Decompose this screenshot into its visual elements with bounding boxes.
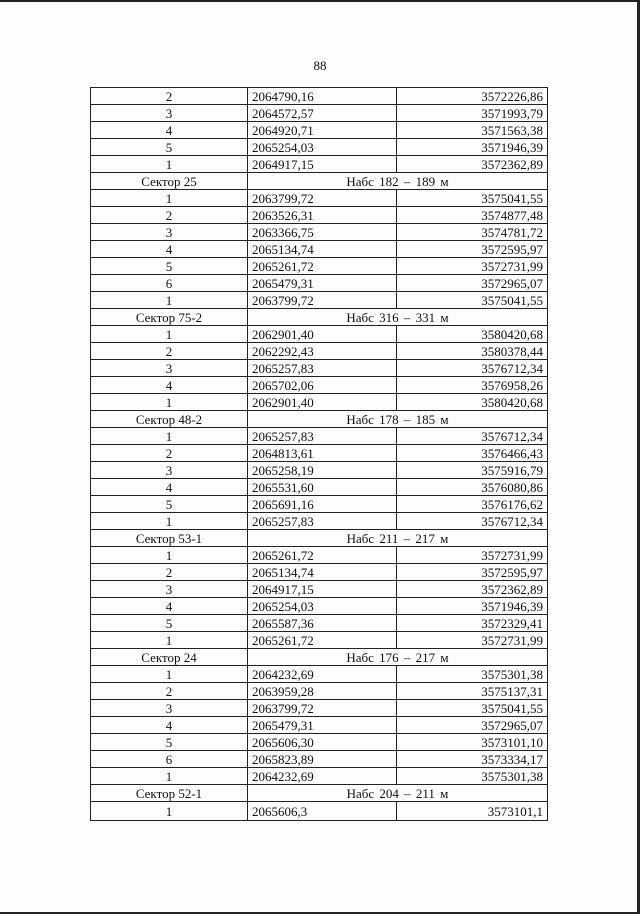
x-coordinate: 2062901,40 [248,394,397,411]
point-number: 4 [91,241,248,258]
x-coordinate: 2064790,16 [248,88,397,105]
x-coordinate: 2064917,15 [248,156,397,173]
y-coordinate: 3572595,97 [397,564,548,581]
y-coordinate: 3572731,99 [397,258,548,275]
sector-header-row [91,785,548,802]
table-row [91,564,548,581]
table-row [91,241,548,258]
point-number: 5 [91,139,248,156]
table-row [91,581,548,598]
sector-name: Сектор 24 [91,649,248,666]
table-row [91,122,548,139]
y-coordinate: 3576712,34 [397,513,548,530]
coordinates-table-body [91,88,548,821]
y-coordinate: 3576712,34 [397,428,548,445]
y-coordinate: 3574781,72 [397,224,548,241]
point-number: 4 [91,717,248,734]
table-row [91,734,548,751]
table-row [91,156,548,173]
sector-header-row [91,411,548,428]
point-number: 1 [91,513,248,530]
y-coordinate: 3571946,39 [397,139,548,156]
table-row [91,190,548,207]
x-coordinate: 2063366,75 [248,224,397,241]
table-row [91,292,548,309]
table-row [91,802,548,821]
y-coordinate: 3573101,1 [397,802,548,821]
sector-height-range: Набс 204 – 211 м [248,785,548,802]
table-row [91,751,548,768]
sector-name: Сектор 48-2 [91,411,248,428]
y-coordinate: 3575041,55 [397,190,548,207]
x-coordinate: 2064572,57 [248,105,397,122]
y-coordinate: 3576176,62 [397,496,548,513]
y-coordinate: 3572226,86 [397,88,548,105]
table-row [91,275,548,292]
y-coordinate: 3576958,26 [397,377,548,394]
y-coordinate: 3571946,39 [397,598,548,615]
point-number: 2 [91,683,248,700]
y-coordinate: 3572965,07 [397,717,548,734]
sector-header-row [91,173,548,190]
x-coordinate: 2065254,03 [248,598,397,615]
x-coordinate: 2065479,31 [248,717,397,734]
point-number: 1 [91,666,248,683]
y-coordinate: 3572731,99 [397,547,548,564]
x-coordinate: 2065702,06 [248,377,397,394]
x-coordinate: 2065587,36 [248,615,397,632]
table-row [91,700,548,717]
y-coordinate: 3575137,31 [397,683,548,700]
point-number: 2 [91,445,248,462]
x-coordinate: 2065134,74 [248,564,397,581]
x-coordinate: 2065606,30 [248,734,397,751]
point-number: 5 [91,496,248,513]
y-coordinate: 3574877,48 [397,207,548,224]
sector-height-range: Набс 178 – 185 м [248,411,548,428]
table-row [91,258,548,275]
table-row [91,360,548,377]
page-number: 88 [313,58,327,73]
x-coordinate: 2065261,72 [248,258,397,275]
table-row [91,547,548,564]
point-number: 4 [91,122,248,139]
sector-height-range: Набс 182 – 189 м [248,173,548,190]
x-coordinate: 2064920,71 [248,122,397,139]
point-number: 6 [91,751,248,768]
table-row [91,88,548,105]
point-number: 2 [91,343,248,360]
x-coordinate: 2063959,28 [248,683,397,700]
x-coordinate: 2064232,69 [248,666,397,683]
y-coordinate: 3572595,97 [397,241,548,258]
x-coordinate: 2063526,31 [248,207,397,224]
table-row [91,105,548,122]
point-number: 1 [91,292,248,309]
table-row [91,598,548,615]
point-number: 3 [91,360,248,377]
point-number: 6 [91,275,248,292]
x-coordinate: 2065531,60 [248,479,397,496]
point-number: 4 [91,377,248,394]
x-coordinate: 2065257,83 [248,428,397,445]
x-coordinate: 2062901,40 [248,326,397,343]
y-coordinate: 3575041,55 [397,292,548,309]
table-row [91,666,548,683]
y-coordinate: 3572362,89 [397,581,548,598]
table-row [91,343,548,360]
sector-height-range: Набс 316 – 331 м [248,309,548,326]
table-row [91,513,548,530]
table-row [91,479,548,496]
table-row [91,632,548,649]
y-coordinate: 3575301,38 [397,768,548,785]
y-coordinate: 3575916,79 [397,462,548,479]
x-coordinate: 2063799,72 [248,700,397,717]
point-number: 3 [91,581,248,598]
table-row [91,717,548,734]
point-number: 3 [91,462,248,479]
y-coordinate: 3572965,07 [397,275,548,292]
x-coordinate: 2065823,89 [248,751,397,768]
x-coordinate: 2063799,72 [248,292,397,309]
point-number: 4 [91,479,248,496]
x-coordinate: 2064232,69 [248,768,397,785]
table-row [91,615,548,632]
y-coordinate: 3580378,44 [397,343,548,360]
y-coordinate: 3576080,86 [397,479,548,496]
sector-name: Сектор 75-2 [91,309,248,326]
x-coordinate: 2065257,83 [248,360,397,377]
y-coordinate: 3575301,38 [397,666,548,683]
point-number: 1 [91,547,248,564]
y-coordinate: 3572362,89 [397,156,548,173]
table-row [91,445,548,462]
x-coordinate: 2064813,61 [248,445,397,462]
x-coordinate: 2065258,19 [248,462,397,479]
point-number: 1 [91,394,248,411]
y-coordinate: 3580420,68 [397,394,548,411]
x-coordinate: 2065261,72 [248,632,397,649]
table-row [91,683,548,700]
y-coordinate: 3571993,79 [397,105,548,122]
x-coordinate: 2065257,83 [248,513,397,530]
y-coordinate: 3576712,34 [397,360,548,377]
scan-border-top [0,0,640,2]
x-coordinate: 2065606,3 [248,802,397,821]
table-row [91,326,548,343]
point-number: 1 [91,156,248,173]
y-coordinate: 3580420,68 [397,326,548,343]
y-coordinate: 3572329,41 [397,615,548,632]
point-number: 4 [91,598,248,615]
x-coordinate: 2062292,43 [248,343,397,360]
sector-name: Сектор 53-1 [91,530,248,547]
point-number: 2 [91,207,248,224]
point-number: 1 [91,632,248,649]
point-number: 3 [91,700,248,717]
coordinates-table [90,87,548,821]
table-row [91,768,548,785]
x-coordinate: 2065134,74 [248,241,397,258]
table-row [91,496,548,513]
y-coordinate: 3571563,38 [397,122,548,139]
sector-height-range: Набс 176 – 217 м [248,649,548,666]
point-number: 1 [91,190,248,207]
table-row [91,139,548,156]
table-row [91,428,548,445]
point-number: 1 [91,768,248,785]
sector-height-range: Набс 211 – 217 м [248,530,548,547]
y-coordinate: 3573334,17 [397,751,548,768]
x-coordinate: 2065261,72 [248,547,397,564]
y-coordinate: 3575041,55 [397,700,548,717]
sector-name: Сектор 52-1 [91,785,248,802]
sector-header-row [91,530,548,547]
point-number: 3 [91,224,248,241]
table-row [91,394,548,411]
y-coordinate: 3573101,10 [397,734,548,751]
table-row [91,462,548,479]
sector-header-row [91,649,548,666]
point-number: 3 [91,105,248,122]
y-coordinate: 3572731,99 [397,632,548,649]
x-coordinate: 2065691,16 [248,496,397,513]
table-row [91,207,548,224]
table-row [91,377,548,394]
x-coordinate: 2065254,03 [248,139,397,156]
x-coordinate: 2065479,31 [248,275,397,292]
point-number: 1 [91,326,248,343]
y-coordinate: 3576466,43 [397,445,548,462]
point-number: 1 [91,428,248,445]
point-number: 2 [91,88,248,105]
point-number: 2 [91,564,248,581]
point-number: 5 [91,258,248,275]
point-number: 5 [91,615,248,632]
sector-name: Сектор 25 [91,173,248,190]
point-number: 1 [91,802,248,821]
x-coordinate: 2063799,72 [248,190,397,207]
x-coordinate: 2064917,15 [248,581,397,598]
sector-header-row [91,309,548,326]
point-number: 5 [91,734,248,751]
table-row [91,224,548,241]
